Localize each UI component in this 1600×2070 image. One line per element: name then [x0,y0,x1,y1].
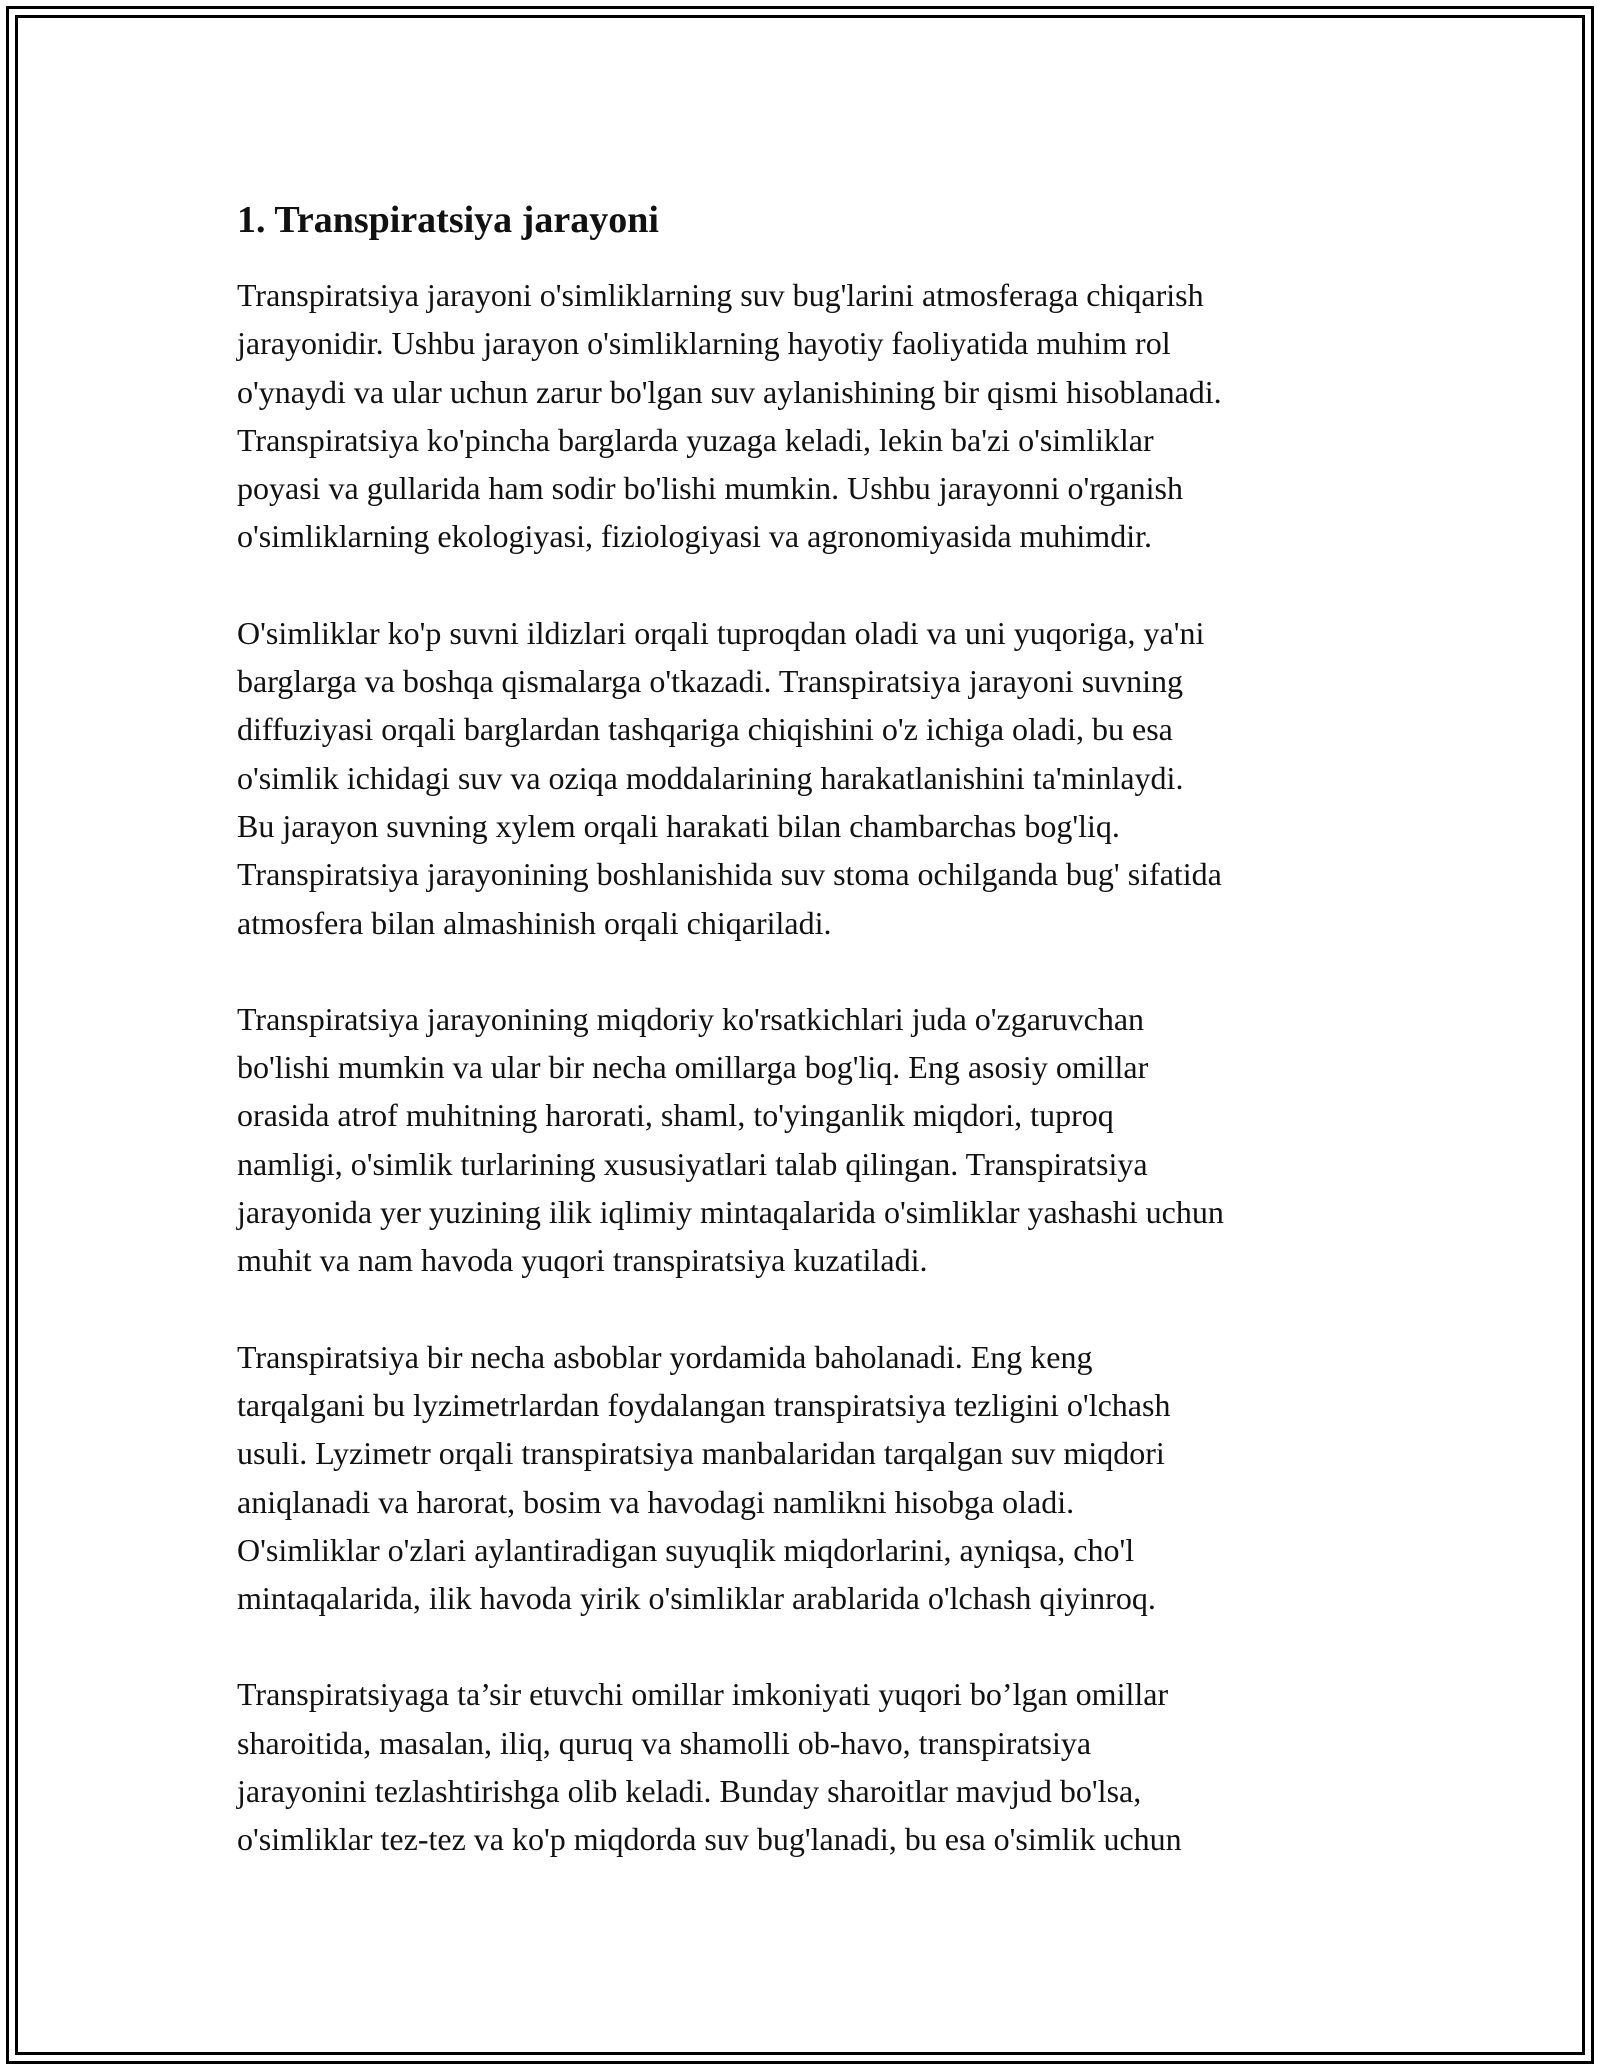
text-line: diffuziyasi orqali barglardan tashqariga chiqishini o'z ichiga oladi, bu esa [237,711,1173,748]
text-line: jarayonida yer yuzining ilik iqlimiy mintaqalarida o'simliklar yashashi uchun [237,1194,1224,1231]
text-line: jarayonini tezlashtirishga olib keladi. Bunday sharoitlar mavjud bo'lsa, [237,1773,1142,1810]
text-line: Transpiratsiya bir necha asboblar yordamida baholanadi. Eng keng [237,1338,1093,1375]
text-line: barglarga va boshqa qismalarga o'tkazadi. Transpiratsiya jarayoni suvning [237,663,1184,700]
text-line: mintaqalarida, ilik havoda yirik o'simliklar arablarida o'lchash qiyinroq. [237,1580,1156,1617]
text-line: Transpiratsiyaga ta’sir etuvchi omillar imkoniyati yuqori bo’lgan omillar [237,1676,1169,1713]
document-page [6,6,1594,2064]
text-line: atmosfera bilan almashinish orqali chiqariladi. [237,904,832,941]
text-line: namligi, o'simlik turlarining xususiyatlari talab qilingan. Transpiratsiya [237,1145,1148,1182]
paragraph [237,609,1377,947]
paragraph [237,1670,1377,1863]
text-line: o'simliklar tez-tez va ko'p miqdorda suv bug'lanadi, bu esa o'simlik uchun [237,1821,1182,1858]
section-heading: 1. Transpiratsiya jarayoni [237,199,659,241]
paragraph [237,995,1377,1285]
text-line: usuli. Lyzimetr orqali transpiratsiya manbalaridan tarqalgan suv miqdori [237,1435,1165,1472]
text-line: o'ynaydi va ular uchun zarur bo'lgan suv aylanishining bir qismi hisoblanadi. [237,373,1222,410]
text-line: Transpiratsiya jarayonining miqdoriy ko'rsatkichlari juda o'zgaruvchan [237,1000,1145,1037]
paragraph [237,271,1377,561]
text-line: o'simlik ichidagi suv va oziqa moddalarining harakatlanishini ta'minlaydi. [237,759,1184,796]
document-body [237,195,1377,1912]
text-line: orasida atrof muhitning harorati, shaml, to'yinganlik miqdori, tuproq [237,1097,1114,1134]
text-line: O'simliklar ko'p suvni ildizlari orqali tuproqdan oladi va uni yuqoriga, ya'ni [237,614,1205,651]
text-line: aniqlanadi va harorat, bosim va havodagi namlikni hisobga oladi. [237,1483,1075,1520]
text-line: Transpiratsiya jarayonining boshlanishida suv stoma ochilganda bug' sifatida [237,856,1222,893]
text-line: bo'lishi mumkin va ular bir necha omillarga bog'liq. Eng asosiy omillar [237,1049,1149,1086]
text-line: o'simliklarning ekologiyasi, fiziologiyasi va agronomiyasida muhimdir. [237,518,1152,555]
text-line: poyasi va gullarida ham sodir bo'lishi mumkin. Ushbu jarayonni o'rganish [237,470,1183,507]
text-line: Transpiratsiya jarayoni o'simliklarning suv bug'larini atmosferaga chiqarish [237,277,1204,313]
text-line: O'simliklar o'zlari aylantiradigan suyuqlik miqdorlarini, ayniqsa, cho'l [237,1531,1135,1568]
text-line: Transpiratsiya ko'pincha barglarda yuzaga keladi, lekin ba'zi o'simliklar [237,421,1154,458]
paragraph [237,1333,1377,1623]
text-line: Bu jarayon suvning xylem orqali harakati bilan chambarchas bog'liq. [237,807,1120,844]
text-line: sharoitida, masalan, iliq, quruq va shamolli ob-havo, transpiratsiya [237,1724,1092,1761]
text-line: tarqalgani bu lyzimetrlardan foydalangan transpiratsiya tezligini o'lchash [237,1386,1171,1423]
text-line: muhit va nam havoda yuqori transpiratsiya kuzatiladi. [237,1242,928,1279]
text-line: jarayonidir. Ushbu jarayon o'simliklarning hayotiy faoliyatida muhim rol [237,325,1171,362]
